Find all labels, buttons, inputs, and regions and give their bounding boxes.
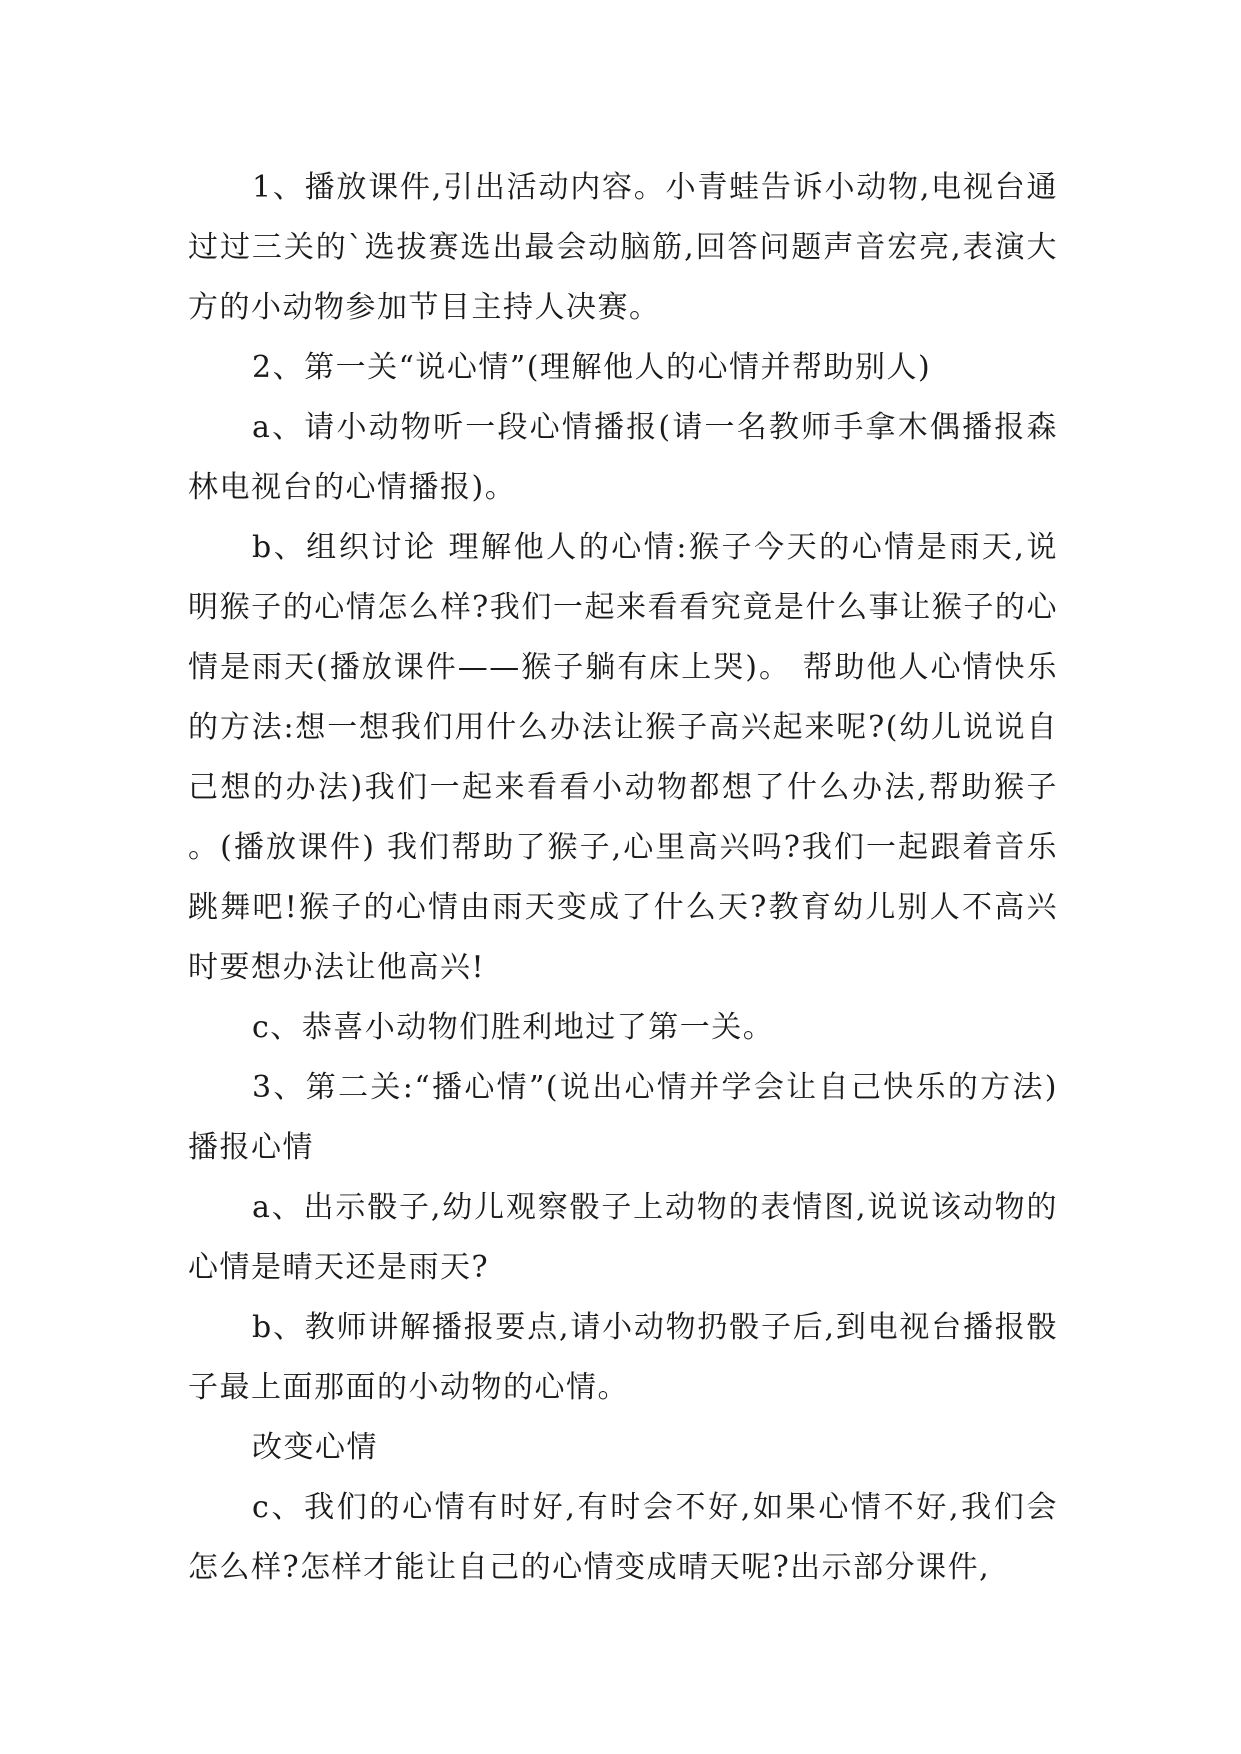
- paragraph-step-3c: c、我们的心情有时好,有时会不好,如果心情不好,我们会怎么样?怎样才能让自己的心情变成晴天呢?出示部分课件,: [188, 1490, 1058, 1585]
- paragraph-step-2a: a、请小动物听一段心情播报(请一名教师手拿木偶播报森林电视台的心情播报)。: [188, 410, 1058, 505]
- paragraph-step-1: 1、播放课件,引出活动内容。小青蛙告诉小动物,电视台通过过三关的`选拔赛选出最会动脑筋,回答问题声音宏亮,表演大方的小动物参加节目主持人决赛。: [188, 170, 1058, 325]
- paragraph-step-2-heading: 2、第一关“说心情”(理解他人的心情并帮助别人): [252, 350, 932, 385]
- paragraph-step-3-heading: 3、第二关:“播心情”(说出心情并学会让自己快乐的方法)播报心情: [188, 1070, 1058, 1165]
- paragraph-step-3b: b、教师讲解播报要点,请小动物扔骰子后,到电视台播报骰子最上面那面的小动物的心情。: [188, 1310, 1058, 1405]
- paragraph-subheading-change-mood: 改变心情: [252, 1430, 378, 1465]
- paragraph-step-2c: c、恭喜小动物们胜利地过了第一关。: [252, 1010, 775, 1045]
- paragraph-step-2b: b、组织讨论 理解他人的心情:猴子今天的心情是雨天,说明猴子的心情怎么样?我们一起来看看究竟是什么事让猴子的心情是雨天(播放课件——猴子躺有床上哭)。 帮助他人心情快乐的方法:想一想我们用什么办法让猴子高兴起来呢?(幼儿说说自己想的办法)我们一起来看看小动物都想了什么办法,帮助猴子。(播放课件) 我们帮助了猴子,心里高兴吗?我们一起跟着音乐跳舞吧!猴子的心情由雨天变成了什么天?教育幼儿别人不高兴时要想办法让他高兴!: [188, 530, 1058, 985]
- paragraph-step-3a: a、出示骰子,幼儿观察骰子上动物的表情图,说说该动物的心情是晴天还是雨天?: [188, 1190, 1058, 1285]
- document-body: [188, 158, 1058, 1598]
